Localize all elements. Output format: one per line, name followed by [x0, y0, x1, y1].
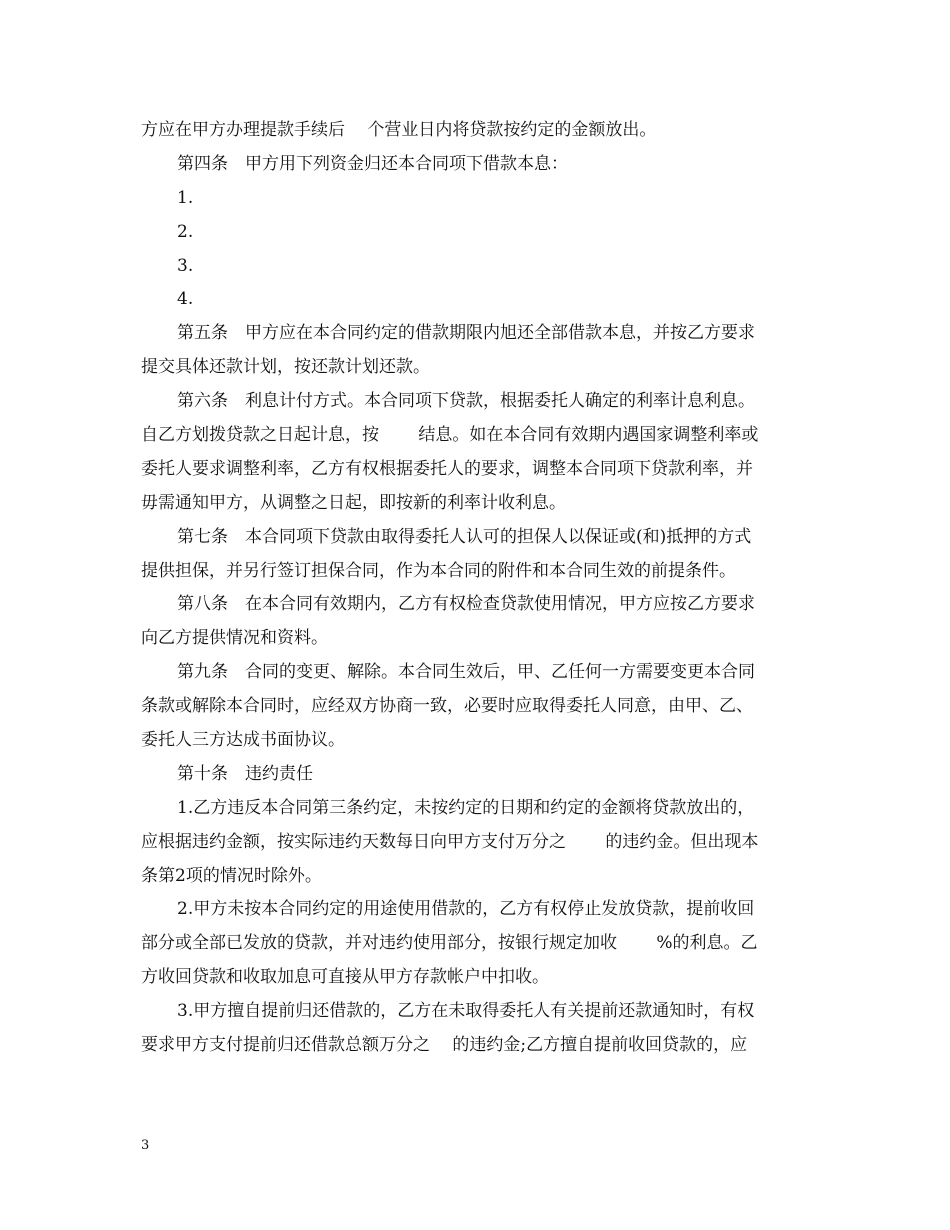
text-line: 条款或解除本合同时，应经双方协商一致，必要时应取得委托人同意，由甲、乙、	[141, 696, 753, 717]
text-line: 毋需通知甲方，从调整之日起，即按新的利率计收利息。	[141, 492, 566, 513]
liability-clause-3: 3.甲方擅自提前归还借款的，乙方在未取得委托人有关提前还款通知时，有权	[177, 1001, 755, 1022]
text-line: 部分或全部已发放的贷款，并对违约使用部分，按银行规定加收 %的利息。乙	[141, 933, 758, 954]
liability-clause-2: 2.甲方未按本合同约定的用途使用借款的，乙方有权停止发放贷款，提前收回	[177, 899, 755, 920]
text-line: 方应在甲方办理提款手续后 个营业日内将贷款按约定的金额放出。	[141, 120, 657, 140]
text-line: 要求甲方支付提前归还借款总额万分之 的违约金;乙方擅自提前收回贷款的，应	[141, 1035, 748, 1056]
liability-clause-1: 1.乙方违反本合同第三条约定，未按约定的日期和约定的金额将贷款放出的，	[177, 797, 755, 818]
article-7-text: 第七条 本合同项下贷款由取得委托人认可的担保人以保证或(和)抵押的方式	[177, 526, 752, 547]
text-line: 自乙方划拨贷款之日起计息，按 结息。如在本合同有效期内遇国家调整利率或	[141, 425, 759, 446]
article-9-text: 第九条 合同的变更、解除。本合同生效后，甲、乙任何一方需要变更本合同	[177, 662, 755, 683]
repayment-source-item-4: 4.	[177, 289, 194, 310]
text-line: 条第2项的情况时除外。	[141, 865, 322, 886]
article-4-heading: 第四条 甲方用下列资金归还本合同项下借款本息：	[177, 153, 568, 174]
page-number: 3	[141, 1138, 150, 1153]
article-6-text: 第六条 利息计付方式。本合同项下贷款，根据委托人确定的利率计息利息。	[177, 391, 755, 412]
article-8-text: 第八条 在本合同有效期内，乙方有权检查贷款使用情况，甲方应按乙方要求	[177, 594, 755, 615]
text-line: 方收回贷款和收取加息可直接从甲方存款帐户中扣收。	[141, 967, 549, 988]
repayment-source-item-3: 3.	[177, 255, 194, 276]
text-line: 委托人三方达成书面协议。	[141, 730, 345, 751]
text-line: 提交具体还款计划，按还款计划还款。	[141, 357, 430, 378]
article-10-heading: 第十条 违约责任	[177, 763, 313, 784]
repayment-source-item-2: 2.	[177, 221, 194, 242]
text-line: 应根据违约金额，按实际违约天数每日向甲方支付万分之 的违约金。但出现本	[141, 831, 759, 852]
text-line: 向乙方提供情况和资料。	[141, 628, 328, 649]
repayment-source-item-1: 1.	[177, 187, 194, 208]
contract-body	[141, 114, 813, 1063]
text-line: 委托人要求调整利率，乙方有权根据委托人的要求，调整本合同项下贷款利率，并	[141, 458, 753, 479]
text-line: 提供担保，并另行签订担保合同，作为本合同的附件和本合同生效的前提条件。	[141, 560, 736, 581]
article-5-text: 第五条 甲方应在本合同约定的借款期限内旭还全部借款本息，并按乙方要求	[177, 323, 755, 344]
